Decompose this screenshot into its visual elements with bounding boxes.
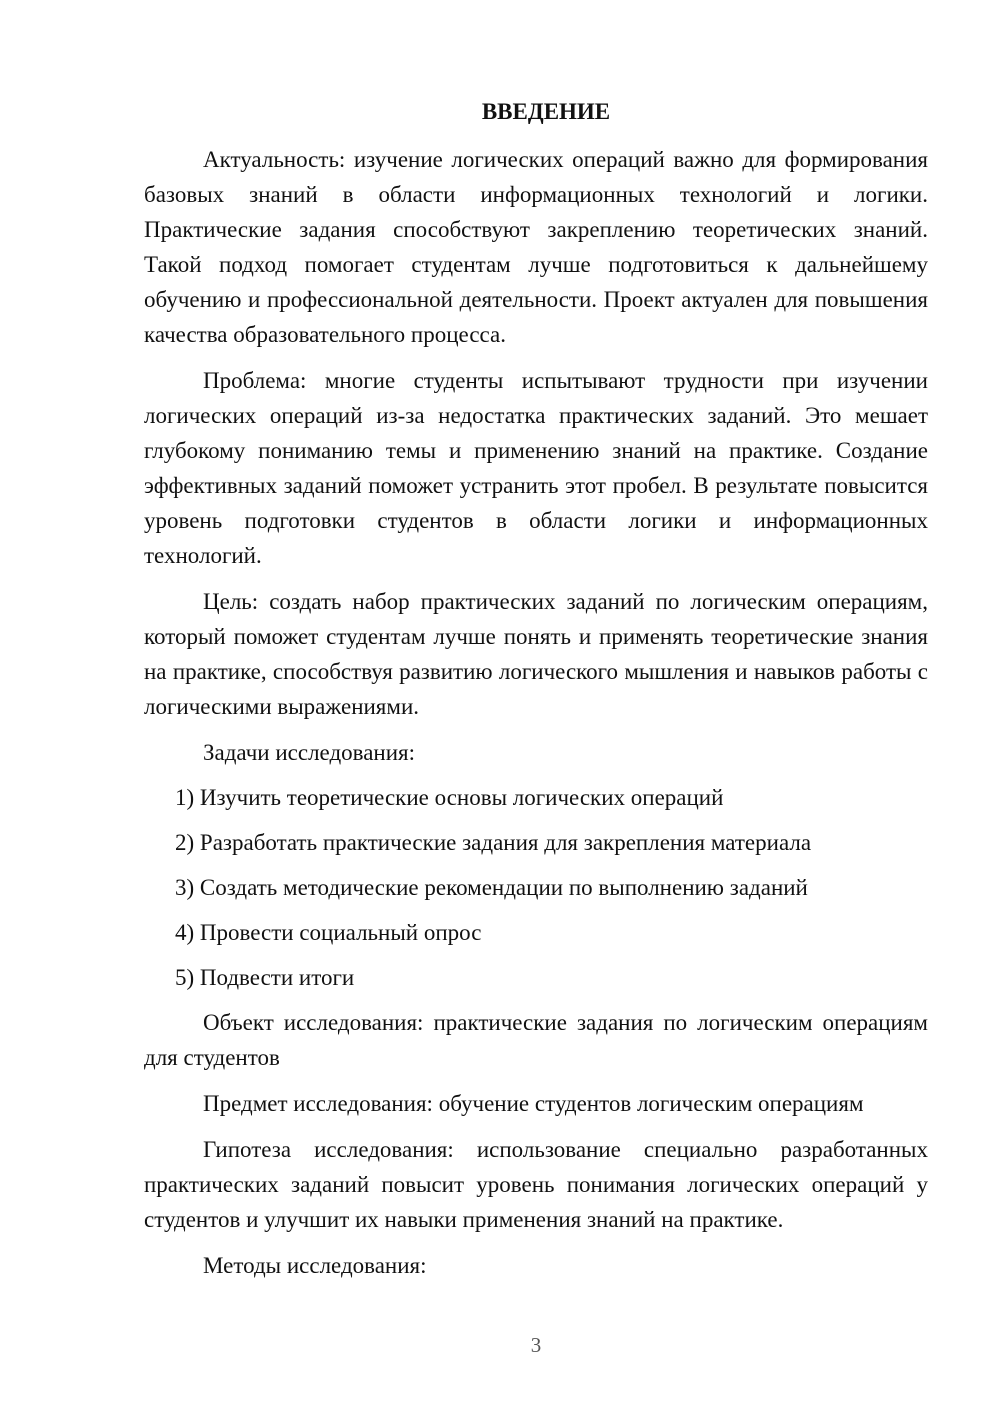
methods-label: Методы исследования:: [203, 1253, 427, 1278]
page-number: 3: [530, 1333, 542, 1357]
hypothesis-paragraph: Гипотеза исследования: использование специально разработанных практических заданий повысит уровень понимания логических операций у студентов и улучшит их навыки применения знаний на практике.: [144, 1137, 928, 1232]
relevance-paragraph: Актуальность: изучение логических операций важно для формирования базовых знаний в области информационных технологий и логики. Практические задания способствуют закреплению теоретических знаний. Такой подход помогает студентам лучше подготовиться к дальнейшему обучению и профессиональной деятельности. Проект актуален для повышения качества образовательного процесса.: [144, 147, 928, 347]
section-heading: ВВЕДЕНИЕ: [481, 99, 611, 124]
subject-paragraph: Предмет исследования: обучение студентов логическим операциям: [203, 1091, 864, 1116]
task-item-2: 2) Разработать практические задания для закрепления материала: [175, 830, 812, 855]
problem-paragraph: Проблема: многие студенты испытывают трудности при изучении логических операций из-за недостатка практических заданий. Это мешает глубокому пониманию темы и применению знаний на практике. Создание эффективных заданий поможет устранить этот пробел. В результате повысится уровень подготовки студентов в области логики и информационных технологий.: [144, 368, 928, 568]
task-item-4: 4) Провести социальный опрос: [175, 920, 482, 945]
task-item-5: 5) Подвести итоги: [175, 965, 355, 990]
object-paragraph: Объект исследования: практические задания по логическим операциям для студентов: [144, 1010, 928, 1070]
task-item-3: 3) Создать методические рекомендации по выполнению заданий: [175, 875, 808, 900]
task-item-1: 1) Изучить теоретические основы логических операций: [175, 785, 724, 810]
goal-paragraph: Цель: создать набор практических заданий по логическим операциям, который поможет студентам лучше понять и применять теоретические знания на практике, способствуя развитию логического мышления и навыков работы с логическими выражениями.: [144, 589, 928, 719]
page-content: [144, 96, 928, 1294]
tasks-label: Задачи исследования:: [203, 740, 416, 765]
